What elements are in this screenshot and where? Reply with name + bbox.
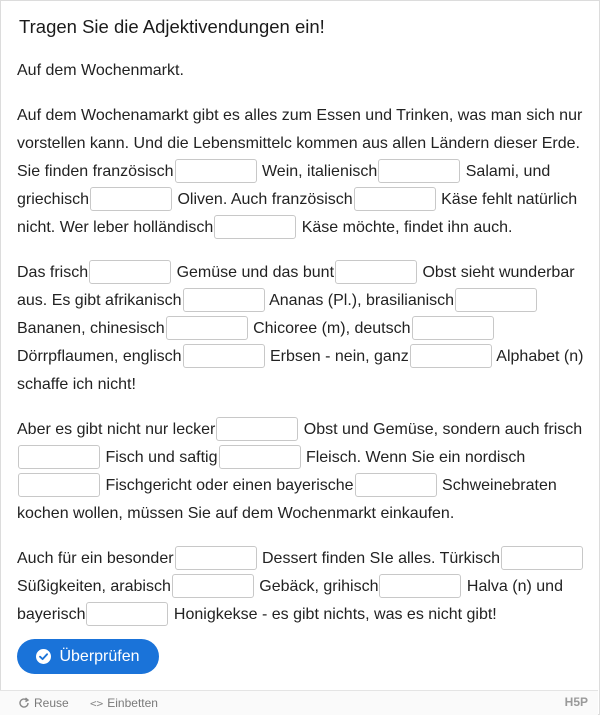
text-segment: Käse möchte, findet ihn auch. xyxy=(297,219,513,236)
text-segment: Süßigkeiten, arabisch xyxy=(17,578,171,595)
exercise-text xyxy=(17,57,587,646)
blank-input[interactable] xyxy=(501,546,583,570)
text-segment: Halva (n) und bayerisch xyxy=(17,578,563,623)
blank-input[interactable] xyxy=(166,316,248,340)
text-segment: Bananen, chinesisch xyxy=(17,320,165,337)
paragraph-2 xyxy=(17,259,587,399)
text-segment: Chicoree (m), deutsch xyxy=(248,320,411,337)
blank-input[interactable] xyxy=(90,187,172,211)
paragraph-4 xyxy=(17,545,587,629)
text-segment: Schweinebraten kochen wollen, müssen Sie auf dem Wochenmarkt einkaufen. xyxy=(17,477,557,522)
blank-input[interactable] xyxy=(86,602,168,626)
intro-paragraph xyxy=(17,57,587,85)
blank-input[interactable] xyxy=(18,473,100,497)
text-segment: Ananas (Pl.), brasilianisch xyxy=(265,292,455,309)
blank-input[interactable] xyxy=(183,344,265,368)
reuse-link[interactable] xyxy=(18,696,69,710)
blank-input[interactable] xyxy=(175,546,257,570)
blank-input[interactable] xyxy=(354,187,436,211)
text-segment: Dessert finden SIe alles. Türkisch xyxy=(257,550,501,567)
text-segment: Wein, italienisch xyxy=(257,163,378,180)
text-segment: Obst und Gemüse, sondern auch frisch xyxy=(299,421,583,438)
blank-input[interactable] xyxy=(219,445,301,469)
blank-input[interactable] xyxy=(216,417,298,441)
blank-input[interactable] xyxy=(455,288,537,312)
blank-input[interactable] xyxy=(214,215,296,239)
blank-input[interactable] xyxy=(172,574,254,598)
text-segment: Fleisch. Wenn Sie ein nordisch xyxy=(301,449,526,466)
text-segment: Salami, und griechisch xyxy=(17,163,551,208)
blank-input[interactable] xyxy=(335,260,417,284)
text-segment: Obst sieht wunderbar aus. Es gibt afrikanisch xyxy=(17,264,575,309)
blank-input[interactable] xyxy=(89,260,171,284)
text-segment: Erbsen - nein, ganz xyxy=(265,348,409,365)
text-segment: Oliven. Auch französisch xyxy=(173,191,353,208)
blank-input[interactable] xyxy=(378,159,460,183)
text-segment: Auf dem Wochenamarkt gibt es alles zum Essen und Trinken, was man sich nur vorstellen kann. Und die Lebensmittelc kommen aus allen Ländern dieser Erde. Sie finden französisch xyxy=(17,107,583,180)
h5p-logo[interactable]: H5P xyxy=(564,695,588,709)
text-segment: Käse fehlt natürlich nicht. Wer leber holländisch xyxy=(17,191,578,236)
text-segment: Auch für ein besonder xyxy=(17,550,174,567)
reuse-label: Reuse xyxy=(34,696,69,710)
embed-link[interactable] xyxy=(90,696,158,710)
text-segment: Fischgericht oder einen bayerische xyxy=(101,477,354,494)
text-segment: Gemüse und das bunt xyxy=(172,264,335,281)
blank-input[interactable] xyxy=(412,316,494,340)
blank-input[interactable] xyxy=(355,473,437,497)
code-icon: <> xyxy=(90,696,104,710)
blank-input[interactable] xyxy=(18,445,100,469)
blank-input[interactable] xyxy=(379,574,461,598)
check-circle-icon xyxy=(36,649,51,664)
check-button-label: Überprüfen xyxy=(59,647,140,665)
blank-input[interactable] xyxy=(410,344,492,368)
blank-input[interactable] xyxy=(183,288,265,312)
text-segment: Aber es gibt nicht nur lecker xyxy=(17,421,216,438)
text-segment: Alphabet (n) schaffe ich nicht! xyxy=(17,348,584,393)
blank-input[interactable] xyxy=(175,159,257,183)
text-segment: Fisch und saftig xyxy=(101,449,218,466)
footer-bar xyxy=(0,690,598,715)
paragraph-1 xyxy=(17,102,587,242)
text-segment: Honigkekse - es gibt nichts, was es nicht gibt! xyxy=(169,606,497,623)
reuse-icon xyxy=(18,697,30,709)
task-title: Tragen Sie die Adjektivendungen ein! xyxy=(19,16,325,37)
intro-text: Auf dem Wochenmarkt. xyxy=(17,62,184,79)
text-segment: Dörrpflaumen, englisch xyxy=(17,348,182,365)
paragraph-3 xyxy=(17,416,587,528)
text-segment: Gebäck, grihisch xyxy=(254,578,379,595)
embed-label: Einbetten xyxy=(107,696,158,710)
text-segment: Das frisch xyxy=(17,264,89,281)
check-button[interactable] xyxy=(17,639,159,674)
